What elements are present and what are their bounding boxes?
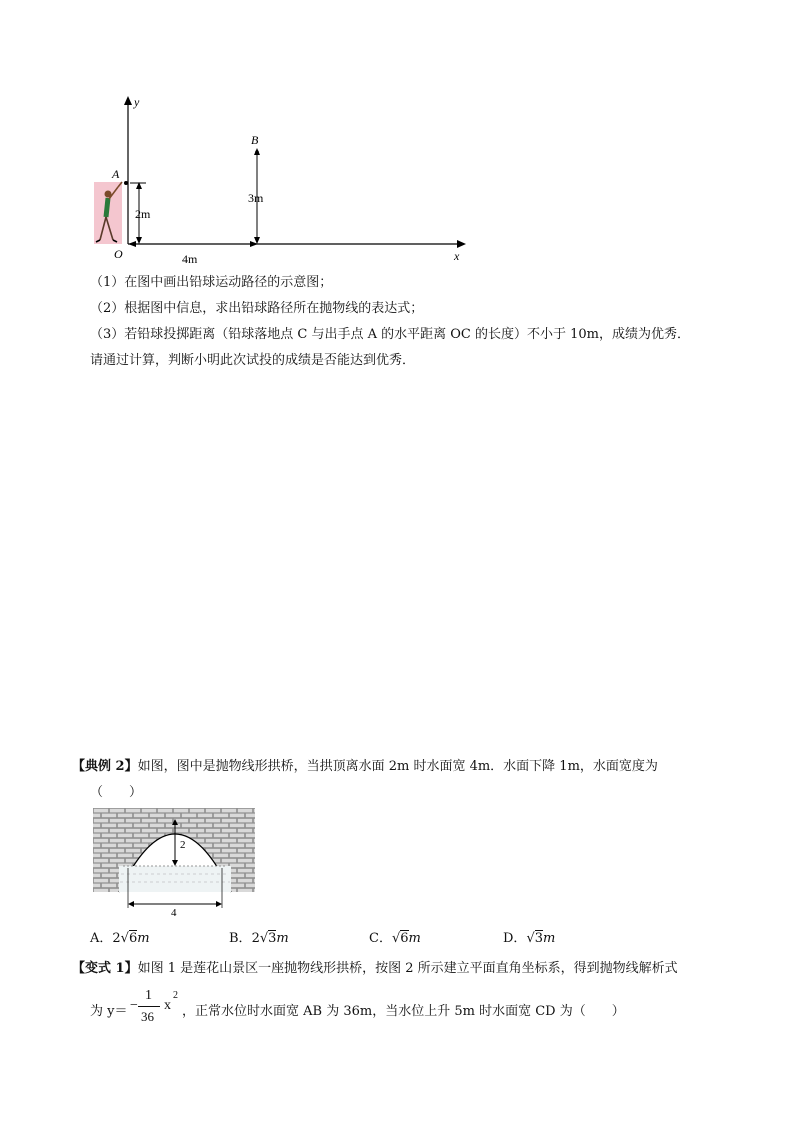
option-d-radicand: 3	[534, 931, 544, 946]
arch-width-label: 4	[171, 907, 177, 918]
height-a-label: 2m	[135, 207, 151, 221]
shot-put-diagram	[88, 92, 478, 272]
question-3: （3）若铅球投掷距离（铅球落地点 C 与出手点 A 的水平距离 OC 的长度）不小于 10m，成绩为优秀．	[90, 327, 691, 342]
example2-text: 如图，图中是抛物线形拱桥，当拱顶离水面 2m 时水面宽 4m．水面下降 1m，水面宽度为	[137, 759, 658, 774]
fraction-numerator: 1	[145, 988, 152, 1003]
sqrt-icon: √	[391, 931, 401, 946]
example2-tag: 【典例 2】	[72, 759, 138, 774]
variant1-text: 如图 1 是莲花山景区一座抛物线形拱桥，按图 2 所示建立平面直角坐标系，得到抛物线解析式	[137, 961, 678, 976]
height-b-label: 3m	[248, 191, 264, 205]
question-3-continued: 请通过计算，判断小明此次试投的成绩是否能达到优秀．	[90, 353, 416, 368]
option-a-radicand: 6	[128, 931, 138, 946]
athlete-figure	[94, 182, 122, 244]
option-a-unit: m	[137, 931, 150, 946]
formula-suffix: ，正常水位时水面宽 AB 为 36m，当水位上升 5m 时水面宽 CD 为（ ）	[182, 1004, 625, 1019]
option-b-letter: B．	[229, 931, 252, 946]
option-c[interactable]	[369, 930, 421, 948]
point-a-label: A	[112, 167, 120, 181]
question-1: （1）在图中画出铅球运动路径的示意图；	[90, 275, 333, 290]
distance-label: 4m	[182, 252, 198, 266]
option-d-letter: D．	[503, 931, 527, 946]
origin-label: O	[114, 247, 123, 261]
option-a[interactable]	[90, 930, 150, 948]
option-b-coef: 2	[251, 931, 260, 946]
x-axis-label: x	[454, 249, 460, 263]
option-b-unit: m	[276, 931, 289, 946]
formula-exponent: 2	[173, 990, 178, 1001]
option-a-letter: A．	[90, 931, 113, 946]
option-a-coef: 2	[112, 931, 121, 946]
formula-variable: x	[164, 998, 171, 1013]
option-b-radicand: 3	[268, 931, 277, 946]
y-axis-label: y	[134, 95, 140, 109]
arch-bridge-figure	[93, 808, 255, 918]
option-d-unit: m	[543, 931, 556, 946]
variant1-tag: 【变式 1】	[72, 961, 138, 976]
option-b[interactable]	[229, 930, 289, 948]
option-d[interactable]	[503, 930, 555, 948]
example2-line	[72, 758, 658, 776]
formula-line	[90, 984, 690, 1030]
sqrt-icon: √	[259, 931, 269, 946]
sqrt-icon: √	[526, 931, 535, 946]
formula-prefix: 为 y＝	[90, 1004, 128, 1019]
arch-height-label: 2	[180, 839, 186, 851]
option-c-radicand: 6	[400, 931, 409, 946]
option-c-unit: m	[408, 931, 421, 946]
sqrt-icon: √	[120, 931, 129, 946]
point-b-label: B	[251, 133, 259, 147]
option-c-letter: C．	[369, 931, 392, 946]
fraction-minus: −	[130, 998, 138, 1013]
variant1-line	[72, 960, 678, 978]
question-2: （2）根据图中信息，求出铅球路径所在抛物线的表达式；	[90, 301, 424, 316]
fraction-bar	[138, 1006, 160, 1007]
example2-paren: （ ）	[90, 785, 143, 800]
fraction-denominator: 36	[141, 1009, 154, 1024]
